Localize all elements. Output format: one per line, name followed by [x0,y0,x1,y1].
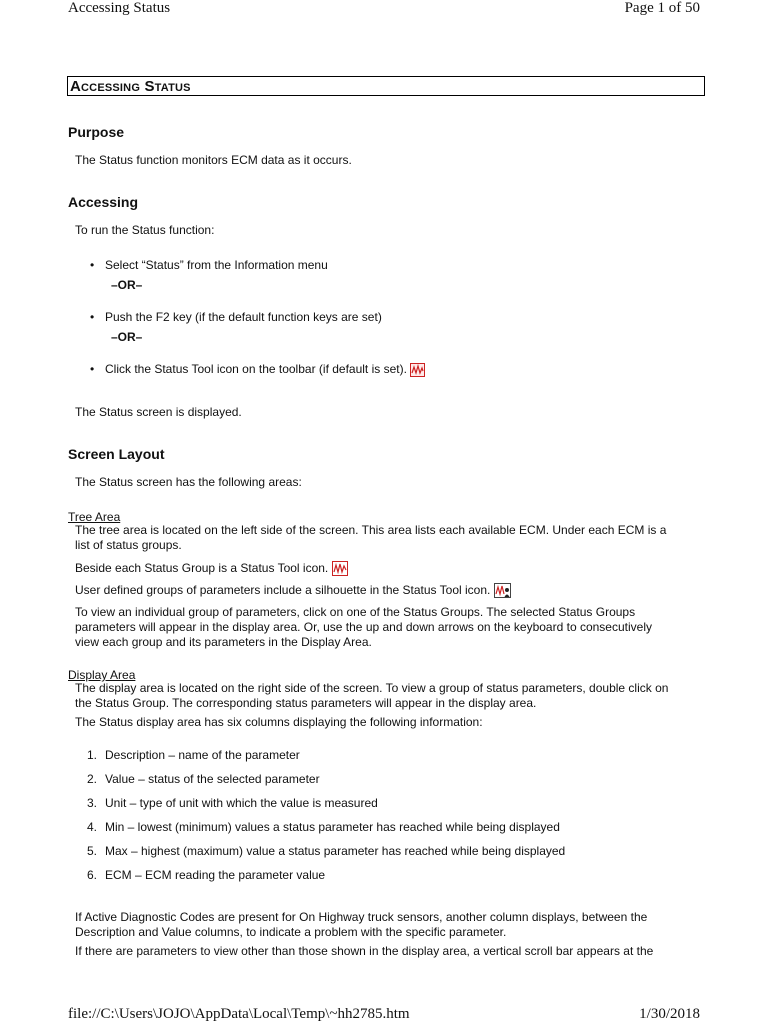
screen-layout-heading: Screen Layout [68,446,165,462]
display-area-after2: If there are parameters to view other than those shown in the display area, a vertical scroll bar appears at the [75,944,654,958]
list-item-text: Push the F2 key (if the default function keys are set) [105,310,382,324]
display-area-after1a: If Active Diagnostic Codes are present for On Highway truck sensors, another column displays, between the [75,910,648,924]
tree-area-line4a: To view an individual group of parameters, click on one of the Status Groups. The selected Status Groups [75,605,636,619]
tree-area-line2: Beside each Status Group is a Status Tool icon. [75,561,329,575]
list-item-text: ECM – ECM reading the parameter value [105,868,326,882]
purpose-text: The Status function monitors ECM data as it occurs. [75,153,352,167]
header-title: Accessing Status [68,0,171,16]
display-area-after1b: Description and Value columns, to indicate a problem with the specific parameter. [75,925,507,939]
accessing-heading: Accessing [68,194,139,210]
or-separator: –OR– [111,330,143,344]
bullet-dot: • [90,258,95,272]
page-title-box [67,76,705,96]
accessing-intro: To run the Status function: [75,223,215,237]
or-separator: –OR– [111,278,143,292]
list-item-text: Value – status of the selected parameter [105,772,320,786]
tree-area-line4c: view each group and its parameters in the Display Area. [75,635,372,649]
accessing-result: The Status screen is displayed. [75,405,242,419]
bullet-dot: • [90,362,95,376]
list-item-text: Max – highest (maximum) value a status parameter has reached while being displayed [105,844,566,858]
header-page-number: Page 1 of 50 [624,0,700,16]
list-item-text: Unit – type of unit with which the value is measured [105,796,378,810]
footer-date: 1/30/2018 [639,1006,700,1022]
tree-area-line4b: parameters will appear in the display area. Or, use the up and down arrows on the keyboard to consecutively [75,620,652,634]
footer-file-path: file://C:\Users\JOJO\AppData\Local\Temp\~hh2785.htm [68,1006,410,1022]
display-area-line1b: the Status Group. The corresponding status parameters will appear in the display area. [75,696,537,710]
bullet-dot: • [90,310,95,324]
tree-area-line1b: list of status groups. [75,538,182,552]
page-title: Accessing Status [70,78,191,95]
tree-area-heading: Tree Area [68,510,121,524]
purpose-heading: Purpose [68,124,125,140]
tree-area-line1a: The tree area is located on the left side of the screen. This area lists each available ECM. Under each ECM is a [75,523,667,537]
tree-area-line3: User defined groups of parameters include a silhouette in the Status Tool icon. [75,583,491,597]
status-tool-silhouette-icon [494,583,511,598]
display-area-line2: The Status display area has six columns displaying the following information: [75,715,483,729]
status-tool-icon [332,561,348,576]
screen-layout-intro: The Status screen has the following areas: [75,475,302,489]
list-item-text: Select “Status” from the Information menu [105,258,328,272]
document-body: Accessing Status Purpose The Status function monitors ECM data as it occurs. Accessing To run the Status function: • Select “Status” from the Information menu –OR– • Push the F2 key (if the default function keys are set) –OR– • Click the Status Tool icon on the toolbar (if default is set). The Status screen is displayed. Screen Layout The Status screen has the following areas: Tree Area The tree area is located on the left side of the screen. This area lists each available ECM. Under each ECM is a list of status groups. Beside each Status Group is a Status Tool icon. User defined groups of parameters include a silhouette in the Status Tool icon. To view an individual group of parameters, click on one of the Status Groups. The selected Status Groups parameters will appear in the display area. Or, use the up and down arrows on the keyboard to consecutively view each group and its parameters in the Display Area. Display Area The display area is located on the right side of the screen. To view a group of status parameters, double click on the Status Group. The corresponding status parameters will appear in the display area. The Status display area has six columns displaying the following information: 1. Description – name of the parameter 2. Value – status of the selected parameter 3. Unit – type of unit with which the value is measured 4. Min – lowest (minimum) values a status parameter has reached while being displayed 5. Max – highest (maximum) value a status parameter has reached while being displayed 6. ECM – ECM reading the parameter value If Active Diagnostic Codes are present for On Highway truck sensors, another column displays, between the Description and Value columns, to indicate a problem with the specific parameter. If there are parameters to view other than those shown in the display area, a vertical scroll bar appears at the [0,0,768,1024]
display-area-heading: Display Area [68,668,136,682]
list-item-text: Description – name of the parameter [105,748,300,762]
list-item-text: Click the Status Tool icon on the toolbar (if default is set). [105,362,407,376]
status-tool-icon [410,363,425,377]
list-item-text: Min – lowest (minimum) values a status parameter has reached while being displayed [105,820,560,834]
display-area-line1a: The display area is located on the right side of the screen. To view a group of status parameters, double click on [75,681,669,695]
